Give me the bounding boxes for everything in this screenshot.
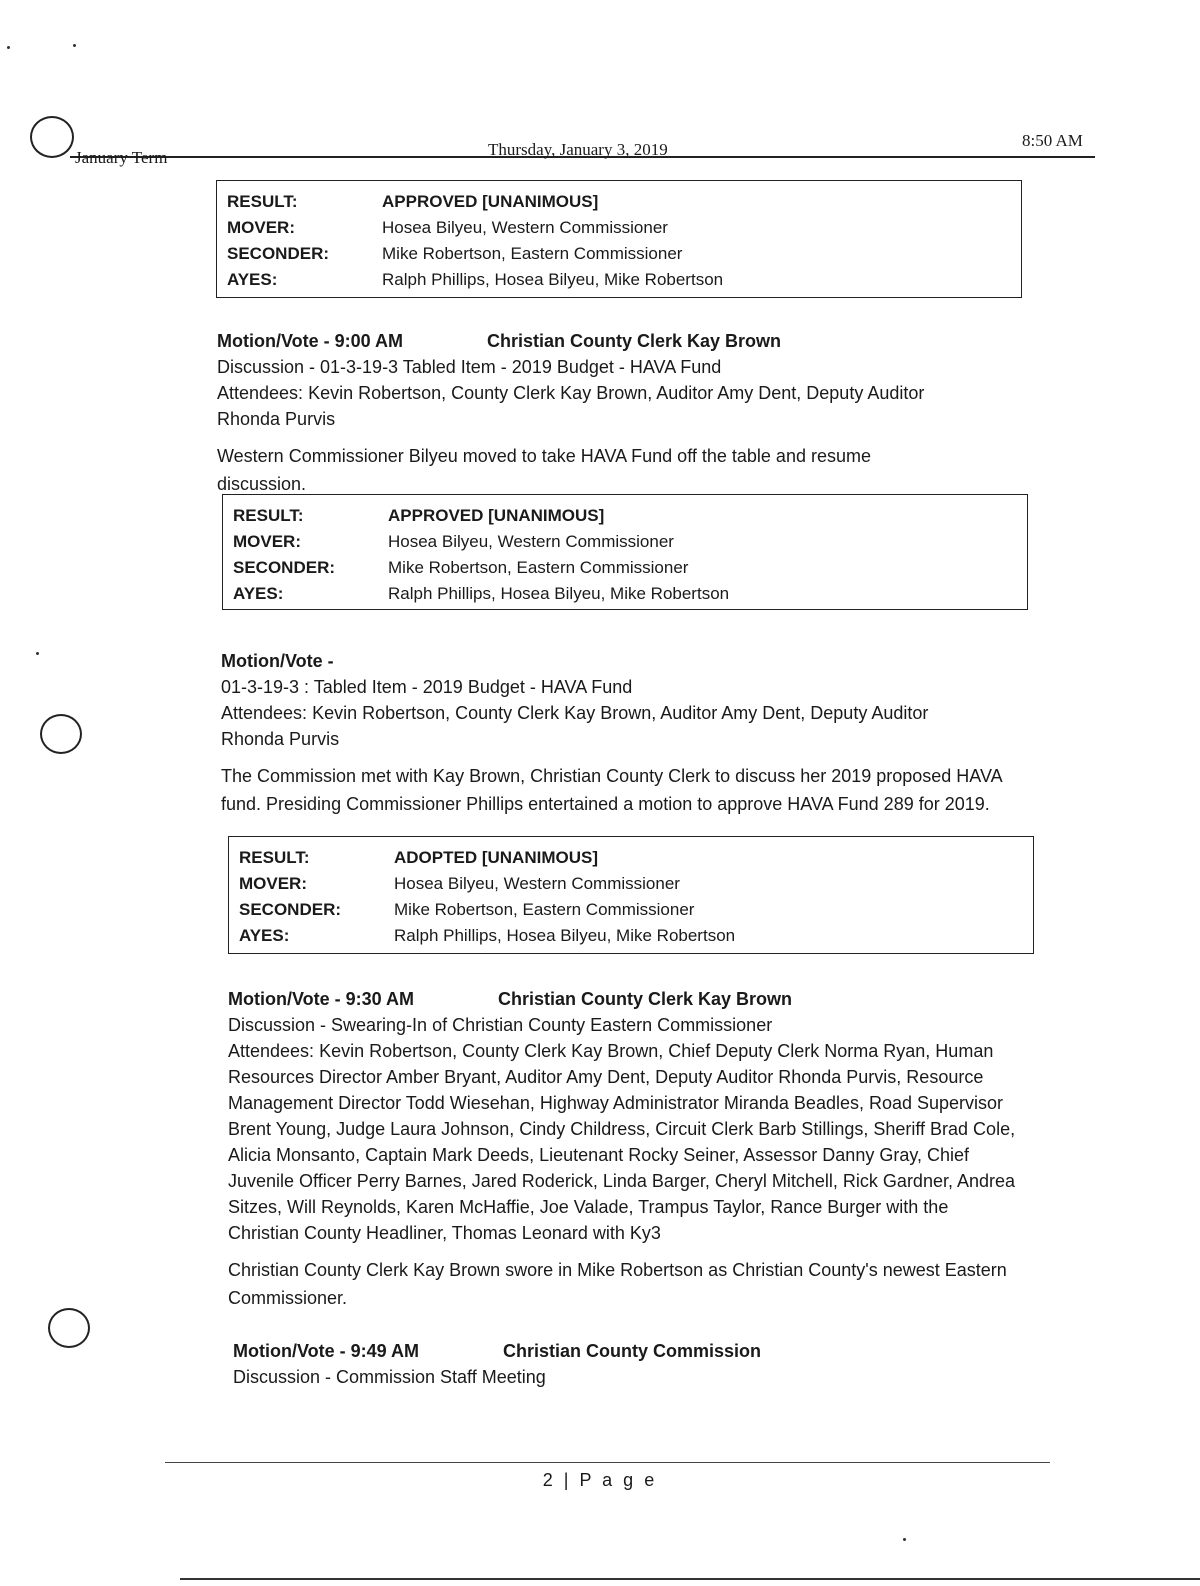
binder-hole-bottom bbox=[48, 1308, 90, 1348]
discussion-line: Discussion - Commission Staff Meeting bbox=[233, 1367, 546, 1387]
motion-heading bbox=[233, 1338, 1033, 1364]
vote-ayes-row bbox=[227, 267, 1011, 293]
motion-section bbox=[217, 328, 1017, 498]
result-value: APPROVED [UNANIMOUS] bbox=[388, 506, 605, 525]
section-body: Western Commissioner Bilyeu moved to take HAVA Fund off the table and resume discussion. bbox=[217, 446, 871, 494]
result-label: RESULT: bbox=[227, 192, 298, 211]
attendees-line: Attendees: Kevin Robertson, County Clerk Kay Brown, Chief Deputy Clerk Norma Ryan, Human Resources Director Amber Bryant, Auditor Amy Dent, Deputy Auditor Rhonda Purvis, Resource Management Director Todd Wiesehan, Highway Administrator Miranda Beadles, Road Supervisor Brent Young, Judge Laura Johnson, Cindy Childress, Circuit Clerk Barb Stillings, Sheriff Brad Cole, Alicia Monsanto, Captain Mark Deeds, Lieutenant Rocky Seiner, Assessor Danny Gray, Chief Juvenile Officer Perry Barnes, Jared Roderick, Linda Barger, Cheryl Mitchell, Rick Gardner, Andrea Sitzes, Will Reynolds, Karen McHaffie, Joe Valade, Trampus Taylor, Rance Burger with the Christian County Headliner, Thomas Leonard with Ky3 bbox=[228, 1041, 1016, 1243]
mover-value: Hosea Bilyeu, Western Commissioner bbox=[388, 532, 674, 551]
result-value: APPROVED [UNANIMOUS] bbox=[382, 192, 599, 211]
vote-mover-row bbox=[227, 215, 1011, 241]
mover-value: Hosea Bilyeu, Western Commissioner bbox=[394, 874, 680, 893]
page-number: 2 | P a g e bbox=[542, 1470, 658, 1490]
vote-seconder-row bbox=[227, 241, 1011, 267]
motion-section bbox=[228, 986, 1028, 1312]
seconder-value: Mike Robertson, Eastern Commissioner bbox=[394, 900, 695, 919]
vote-result-box bbox=[228, 836, 1034, 954]
mover-label: MOVER: bbox=[239, 874, 307, 893]
vote-ayes-row bbox=[239, 923, 1023, 949]
header-date: Thursday, January 3, 2019 bbox=[488, 140, 668, 159]
vote-result-box bbox=[216, 180, 1022, 298]
vote-result-row bbox=[239, 845, 1023, 871]
section-body: Christian County Clerk Kay Brown swore in Mike Robertson as Christian County's newest Eastern Commissioner. bbox=[228, 1260, 1007, 1308]
scan-speck bbox=[903, 1538, 906, 1541]
vote-mover-row bbox=[233, 529, 1017, 555]
seconder-label: SECONDER: bbox=[227, 244, 330, 263]
discussion-line: Discussion - Swearing-In of Christian County Eastern Commissioner bbox=[228, 1015, 773, 1035]
ayes-label: AYES: bbox=[227, 270, 278, 289]
motion-section bbox=[221, 648, 1021, 818]
scan-speck bbox=[7, 46, 10, 49]
vote-seconder-row bbox=[233, 555, 1017, 581]
discussion-line: Discussion - 01-3-19-3 Tabled Item - 2019 Budget - HAVA Fund bbox=[217, 357, 722, 377]
result-label: RESULT: bbox=[239, 848, 310, 867]
attendees-line: Attendees: Kevin Robertson, County Clerk Kay Brown, Auditor Amy Dent, Deputy Auditor Rhonda Purvis bbox=[221, 703, 929, 749]
vote-seconder-row bbox=[239, 897, 1023, 923]
header-term: January Term bbox=[75, 148, 168, 167]
scan-speck bbox=[36, 652, 39, 655]
vote-result-row bbox=[227, 189, 1011, 215]
ayes-label: AYES: bbox=[239, 926, 290, 945]
mover-label: MOVER: bbox=[233, 532, 301, 551]
ayes-value: Ralph Phillips, Hosea Bilyeu, Mike Robertson bbox=[388, 584, 730, 603]
seconder-label: SECONDER: bbox=[239, 900, 342, 919]
motion-time: Motion/Vote - bbox=[221, 651, 334, 671]
seconder-value: Mike Robertson, Eastern Commissioner bbox=[382, 244, 683, 263]
section-body: The Commission met with Kay Brown, Christian County Clerk to discuss her 2019 proposed HAVA fund. Presiding Commissioner Phillips entertained a motion to approve HAVA Fund 289 for 2019. bbox=[221, 766, 1002, 814]
ayes-value: Ralph Phillips, Hosea Bilyeu, Mike Robertson bbox=[394, 926, 736, 945]
motion-heading bbox=[228, 986, 1028, 1012]
motion-time: Motion/Vote - 9:49 AM bbox=[233, 1341, 419, 1361]
discussion-line: 01-3-19-3 : Tabled Item - 2019 Budget - HAVA Fund bbox=[221, 677, 633, 697]
ayes-value: Ralph Phillips, Hosea Bilyeu, Mike Robertson bbox=[382, 270, 724, 289]
seconder-value: Mike Robertson, Eastern Commissioner bbox=[388, 558, 689, 577]
attendees-line: Attendees: Kevin Robertson, County Clerk Kay Brown, Auditor Amy Dent, Deputy Auditor Rhonda Purvis bbox=[217, 383, 925, 429]
ayes-label: AYES: bbox=[233, 584, 284, 603]
scan-speck bbox=[73, 44, 76, 47]
seconder-label: SECONDER: bbox=[233, 558, 336, 577]
motion-time: Motion/Vote - 9:30 AM bbox=[228, 989, 414, 1009]
motion-presenter: Christian County Clerk Kay Brown bbox=[498, 989, 793, 1009]
result-value: ADOPTED [UNANIMOUS] bbox=[394, 848, 598, 867]
binder-hole-top bbox=[30, 116, 74, 158]
vote-ayes-row bbox=[233, 581, 1017, 607]
motion-time: Motion/Vote - 9:00 AM bbox=[217, 331, 403, 351]
vote-mover-row bbox=[239, 871, 1023, 897]
bottom-edge-rule bbox=[180, 1578, 1200, 1580]
motion-presenter: Christian County Commission bbox=[503, 1341, 762, 1361]
motion-presenter: Christian County Clerk Kay Brown bbox=[487, 331, 782, 351]
motion-heading bbox=[217, 328, 1017, 354]
motion-heading bbox=[221, 648, 1021, 674]
mover-value: Hosea Bilyeu, Western Commissioner bbox=[382, 218, 668, 237]
motion-section bbox=[233, 1338, 1033, 1390]
vote-result-box bbox=[222, 494, 1028, 610]
result-label: RESULT: bbox=[233, 506, 304, 525]
mover-label: MOVER: bbox=[227, 218, 295, 237]
footer-rule bbox=[165, 1462, 1050, 1463]
header-time: 8:50 AM bbox=[1022, 131, 1083, 150]
vote-result-row bbox=[233, 503, 1017, 529]
binder-hole-middle bbox=[40, 714, 82, 754]
